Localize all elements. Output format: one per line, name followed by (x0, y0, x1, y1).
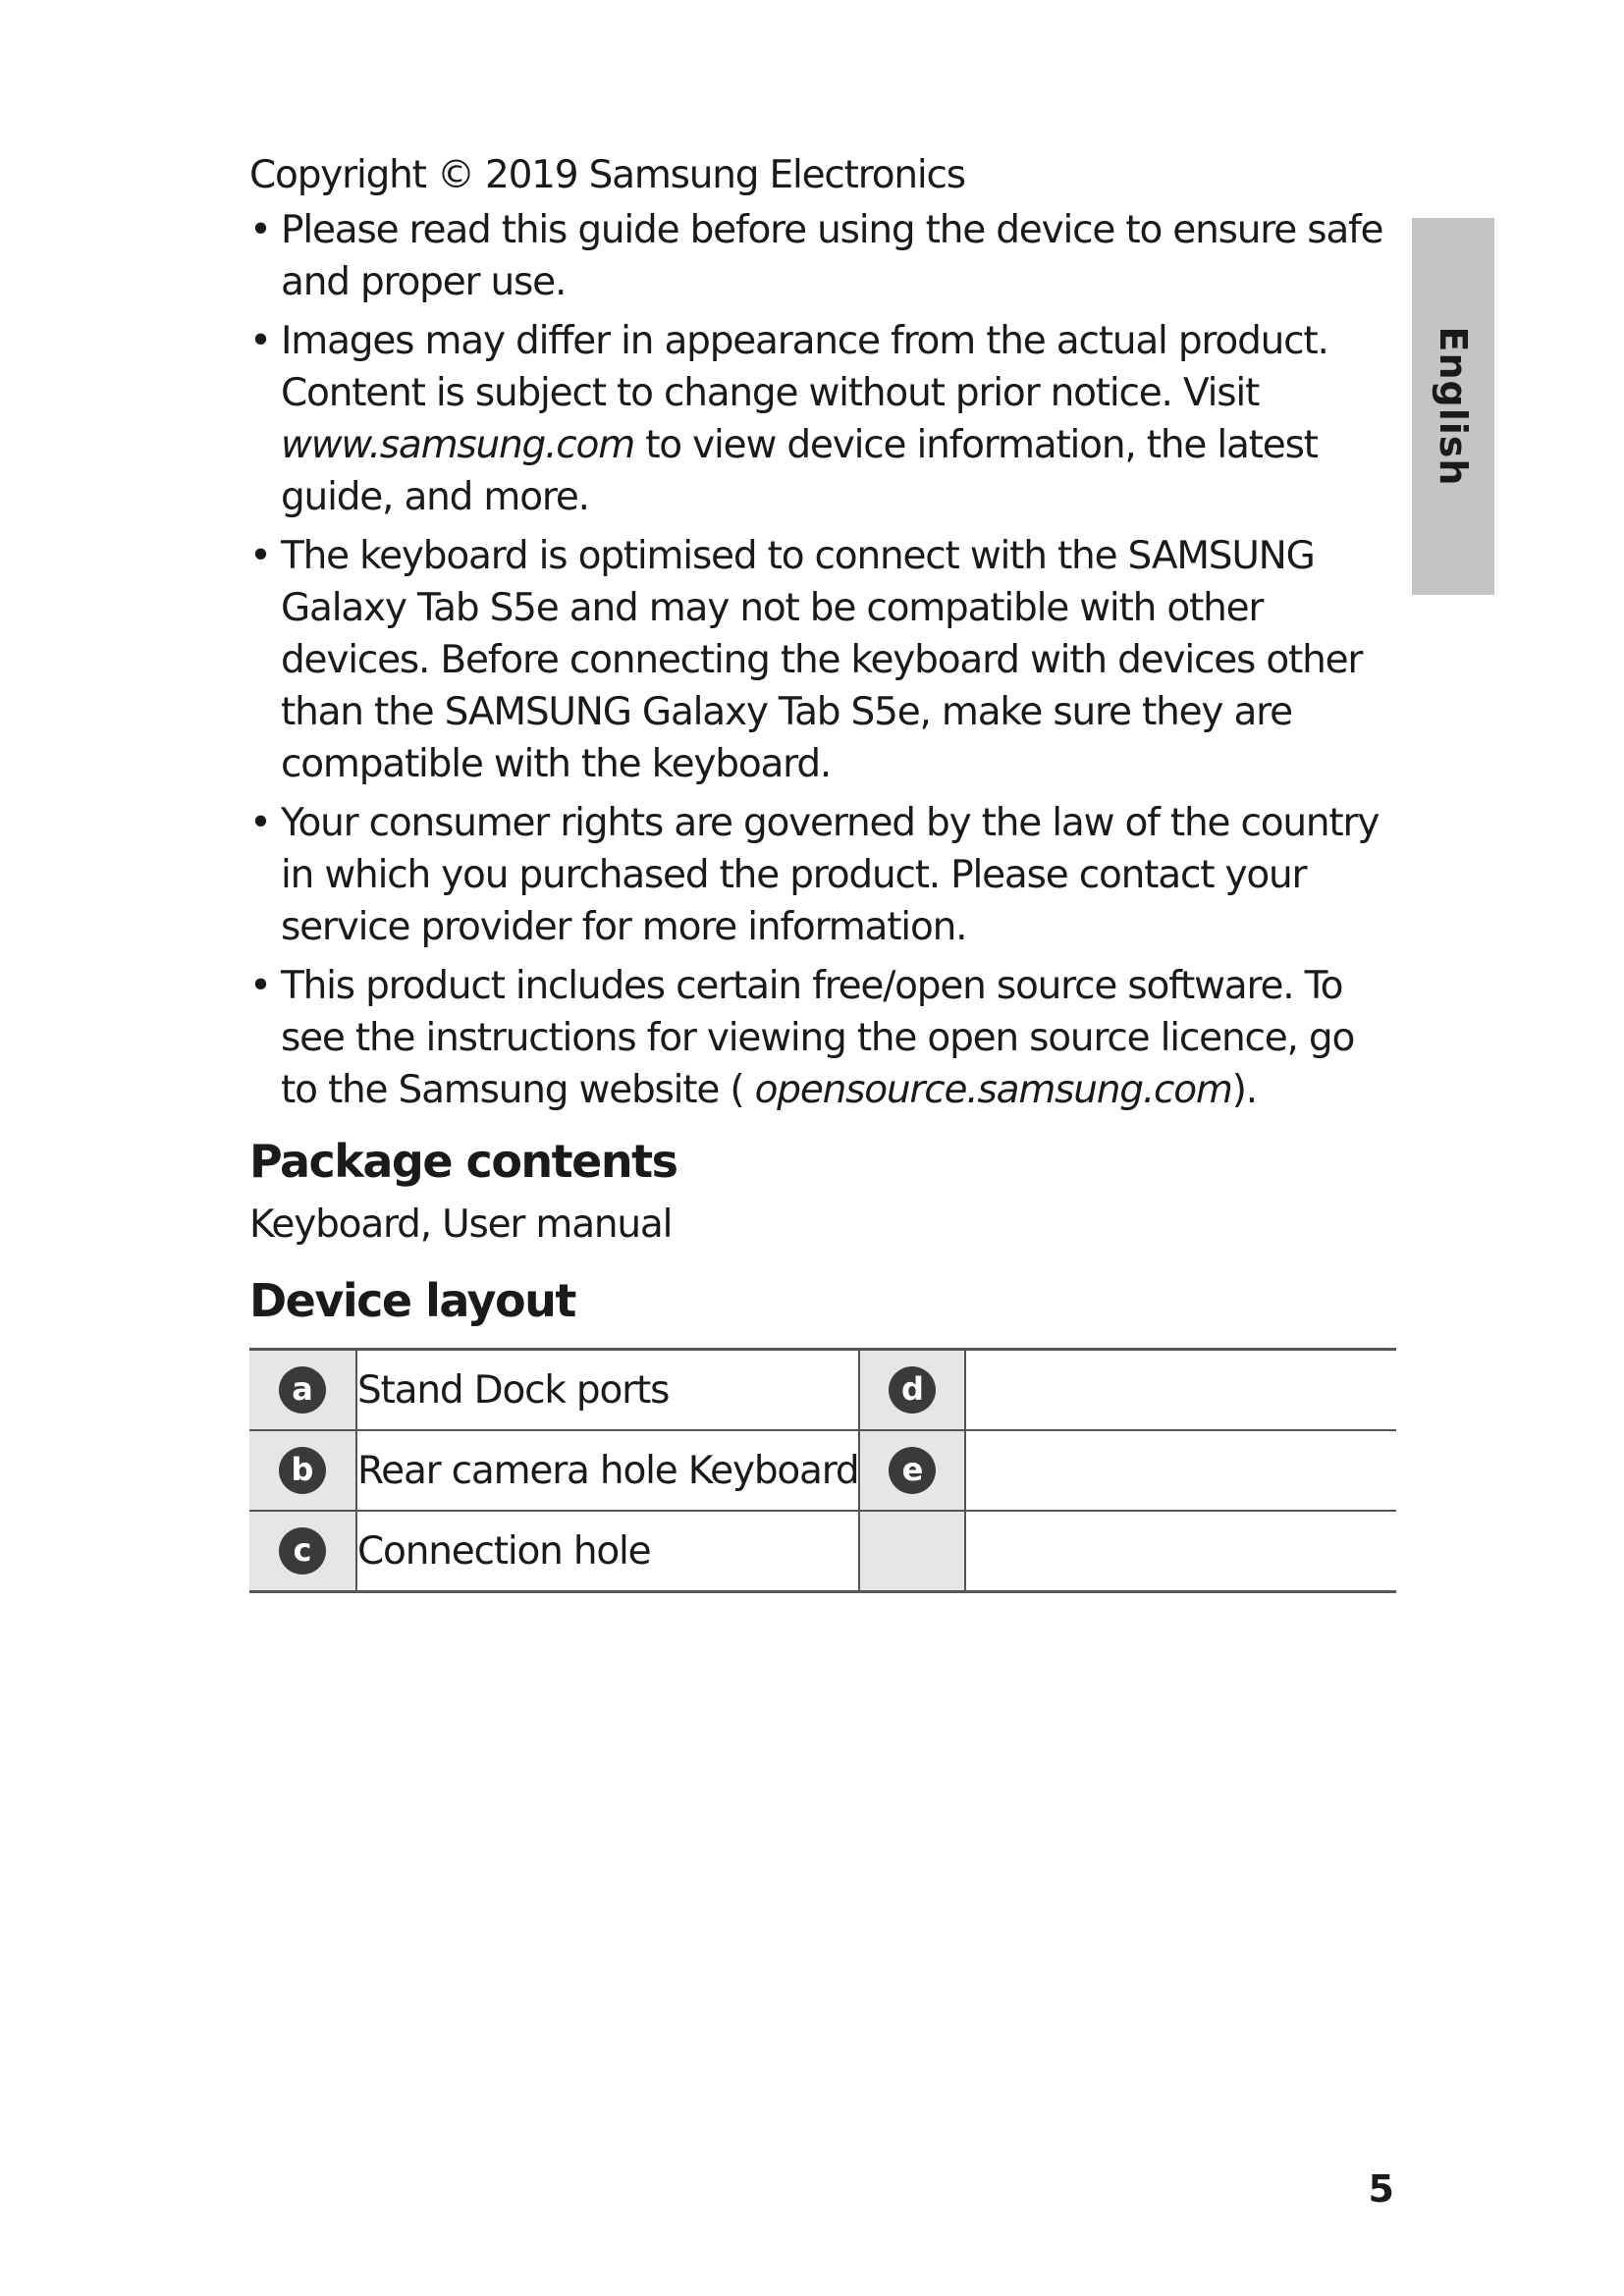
notice-text: Your consumer rights are governed by the law of the country in which you purchased the product. Please contact your service provider for more information. (281, 801, 1380, 949)
table-row (249, 1430, 1396, 1511)
callout-b-icon: b (279, 1447, 326, 1494)
part-label (965, 1350, 1396, 1431)
page-number: 5 (1368, 2167, 1394, 2211)
notice-item (249, 530, 1398, 790)
badge-cell (859, 1350, 965, 1431)
callout-d-icon: d (889, 1366, 936, 1414)
notice-text: ). (1231, 1068, 1257, 1112)
bullet-icon: • (249, 801, 271, 845)
opensource-website-link[interactable]: opensource.samsung.com (754, 1068, 1232, 1112)
badge-cell (249, 1430, 356, 1511)
part-label: Stand Dock ports (356, 1350, 859, 1431)
callout-c-icon: c (279, 1527, 326, 1575)
bullet-icon: • (249, 964, 271, 1008)
package-contents-text: Keyboard, User manual (249, 1202, 673, 1247)
notice-text: Images may differ in appearance from the actual product. Content is subject to change without prior notice. Visit (281, 319, 1328, 415)
device-layout-heading: Device layout (249, 1274, 575, 1327)
language-label: English (1432, 326, 1475, 487)
bullet-icon: • (249, 208, 271, 252)
device-layout-table (249, 1348, 1396, 1593)
badge-cell (859, 1430, 965, 1511)
notice-text: This product includes certain free/open source software. To see the instructions for viewing the open source licence, go to the Samsung website ( (281, 964, 1355, 1112)
part-label: Connection hole (356, 1511, 859, 1592)
package-contents-heading: Package contents (249, 1135, 677, 1188)
notice-item (249, 315, 1398, 523)
notice-text: Please read this guide before using the device to ensure safe and proper use. (281, 208, 1383, 304)
table-row (249, 1350, 1396, 1431)
notice-list (249, 204, 1398, 1116)
notice-item (249, 204, 1398, 308)
badge-cell (249, 1350, 356, 1431)
manual-page-content (249, 147, 1398, 1593)
callout-e-icon: e (889, 1447, 936, 1494)
callout-a-icon: a (279, 1366, 326, 1414)
language-side-tab (1412, 218, 1494, 595)
copyright-notice: Copyright © 2019 Samsung Electronics (249, 153, 965, 197)
bullet-icon: • (249, 534, 271, 578)
samsung-website-link[interactable]: www.samsung.com (281, 423, 635, 467)
bullet-icon: • (249, 319, 271, 363)
notice-item (249, 960, 1398, 1116)
part-label (965, 1430, 1396, 1511)
notice-text: The keyboard is optimised to connect with the SAMSUNG Galaxy Tab S5e and may not be compatible with other devices. Before connecting the keyboard with devices other than the SAMSUNG Galaxy Tab S5e, make sure they are compatible with the keyboard. (281, 534, 1363, 786)
badge-cell (859, 1511, 965, 1592)
table-row (249, 1511, 1396, 1592)
part-label (965, 1511, 1396, 1592)
notice-text: to view device information, the latest guide, and more. (281, 423, 1318, 519)
badge-cell (249, 1511, 356, 1592)
part-label: Rear camera hole Keyboard (356, 1430, 859, 1511)
notice-item (249, 797, 1398, 953)
